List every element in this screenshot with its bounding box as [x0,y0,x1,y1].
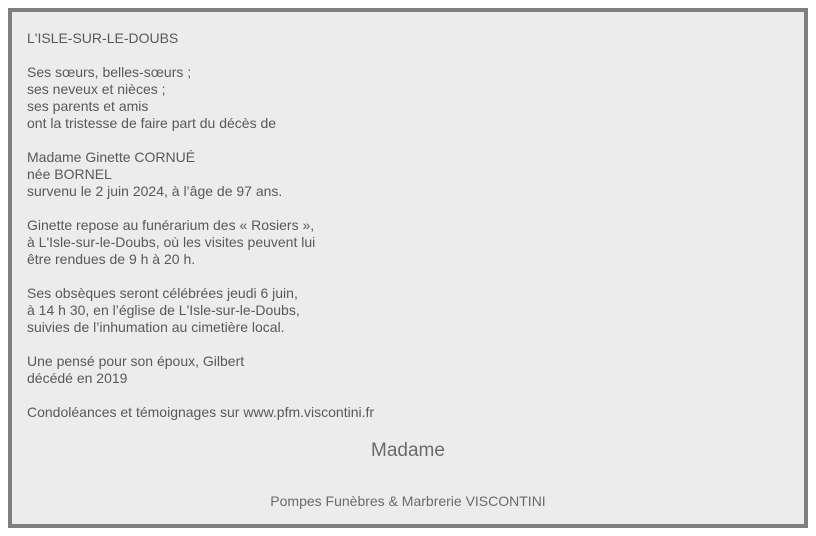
memory-line: Une pensé pour son époux, Gilbert [27,353,245,369]
condolences-text: Condoléances et témoignages sur www.pfm.viscontini.fr [27,404,375,420]
family-line: Ses sœurs, belles-sœurs ; [27,64,192,80]
funeral-line: à 14 h 30, en l’église de L'Isle-sur-le-Doubs, [27,302,300,318]
deceased-date: survenu le 2 juin 2024, à l’âge de 97 ans. [27,183,283,199]
family-line: ont la tristesse de faire part du décès de [27,115,277,131]
location-heading [27,30,727,47]
memory-line: décédé en 2019 [27,370,128,386]
notice-body [27,30,727,438]
family-paragraph [27,64,727,132]
condolences-paragraph [27,404,727,421]
funeral-line: Ses obsèques seront célébrées jeudi 6 juin, [27,285,298,301]
deceased-name: Madame Ginette CORNUÉ [27,149,196,165]
rest-paragraph [27,217,727,268]
deceased-paragraph [27,149,727,200]
location-line: L'ISLE-SUR-LE-DOUBS [27,30,179,46]
rest-line: être rendues de 9 h à 20 h. [27,251,196,267]
obituary-notice [8,8,808,528]
family-line: ses neveux et nièces ; [27,81,166,97]
funeral-home-footer: Pompes Funèbres & Marbrerie VISCONTINI [270,493,546,509]
deceased-maiden-name: née BORNEL [27,166,112,182]
signature: Madame [371,440,445,461]
family-line: ses parents et amis [27,98,149,114]
rest-line: à L'Isle-sur-le-Doubs, où les visites peuvent lui [27,234,316,250]
funeral-line: suivies de l’inhumation au cimetière local. [27,319,285,335]
rest-line: Ginette repose au funérarium des « Rosiers », [27,217,315,233]
memory-paragraph [27,353,727,387]
funeral-paragraph [27,285,727,336]
